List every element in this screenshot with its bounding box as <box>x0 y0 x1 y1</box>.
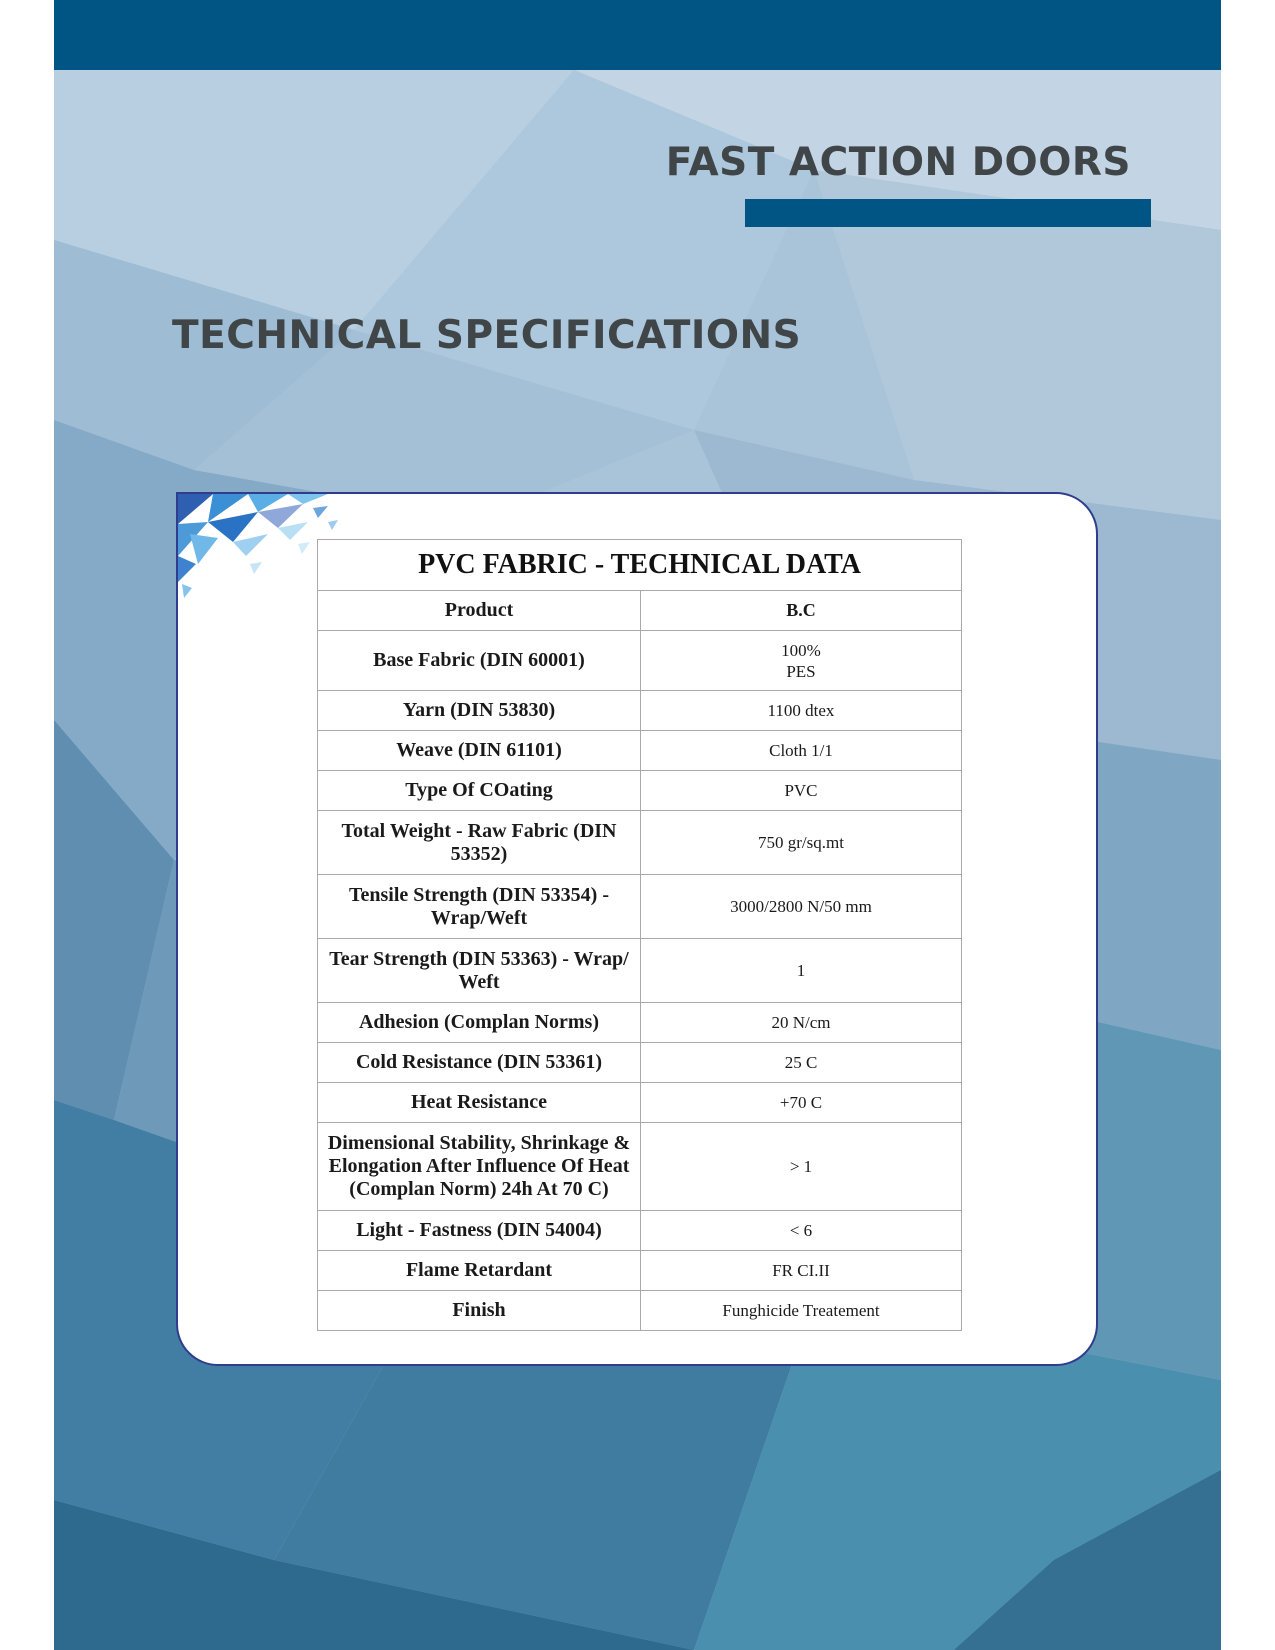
spec-value: Funghicide Treatement <box>641 1291 962 1331</box>
table-caption-row <box>318 540 962 591</box>
header-value-cell: B.C <box>641 591 962 631</box>
document-title: FAST ACTION DOORS <box>665 140 1131 185</box>
spec-value: 25 C <box>641 1043 962 1083</box>
table-row <box>318 875 962 939</box>
spec-label: Heat Resistance <box>318 1083 641 1123</box>
spec-label: Yarn (DIN 53830) <box>318 691 641 731</box>
spec-value: 20 N/cm <box>641 1003 962 1043</box>
spec-value: < 6 <box>641 1211 962 1251</box>
table-row <box>318 1043 962 1083</box>
table-row <box>318 771 962 811</box>
header-label-cell: Product <box>318 591 641 631</box>
spec-value: Cloth 1/1 <box>641 731 962 771</box>
section-heading: TECHNICAL SPECIFICATIONS <box>172 313 802 358</box>
technical-data-table <box>317 539 962 1331</box>
table-row <box>318 731 962 771</box>
title-underline-bar <box>745 199 1151 227</box>
spec-label: Base Fabric (DIN 60001) <box>318 631 641 691</box>
spec-label: Light - Fastness (DIN 54004) <box>318 1211 641 1251</box>
spec-value: > 1 <box>641 1123 962 1211</box>
table-row <box>318 1251 962 1291</box>
spec-label: Total Weight - Raw Fabric (DIN 53352) <box>318 811 641 875</box>
page <box>54 0 1221 1650</box>
table-caption: PVC FABRIC - TECHNICAL DATA <box>318 540 962 591</box>
table-row <box>318 1291 962 1331</box>
spec-label: Weave (DIN 61101) <box>318 731 641 771</box>
spec-value: FR CI.II <box>641 1251 962 1291</box>
spec-value: 3000/2800 N/50 mm <box>641 875 962 939</box>
spec-card <box>176 492 1098 1366</box>
table-row <box>318 1083 962 1123</box>
table-row <box>318 1211 962 1251</box>
table-row <box>318 939 962 1003</box>
spec-value: 750 gr/sq.mt <box>641 811 962 875</box>
spec-value: 100% PES <box>641 631 962 691</box>
spec-label: Tensile Strength (DIN 53354) - Wrap/Weft <box>318 875 641 939</box>
top-band <box>54 0 1221 70</box>
table-row <box>318 1123 962 1211</box>
spec-label: Adhesion (Complan Norms) <box>318 1003 641 1043</box>
spec-label: Finish <box>318 1291 641 1331</box>
spec-value: 1100 dtex <box>641 691 962 731</box>
spec-label: Tear Strength (DIN 53363) - Wrap/ Weft <box>318 939 641 1003</box>
table-row <box>318 811 962 875</box>
table-row <box>318 1003 962 1043</box>
spec-label: Dimensional Stability, Shrinkage & Elongation After Influence Of Heat (Complan Norm) 24h At 70 C) <box>318 1123 641 1211</box>
spec-value: +70 C <box>641 1083 962 1123</box>
spec-value: PVC <box>641 771 962 811</box>
table-row <box>318 631 962 691</box>
table-header-row <box>318 591 962 631</box>
spec-value: 1 <box>641 939 962 1003</box>
table-row <box>318 691 962 731</box>
spec-label: Flame Retardant <box>318 1251 641 1291</box>
spec-label: Cold Resistance (DIN 53361) <box>318 1043 641 1083</box>
spec-label: Type Of COating <box>318 771 641 811</box>
